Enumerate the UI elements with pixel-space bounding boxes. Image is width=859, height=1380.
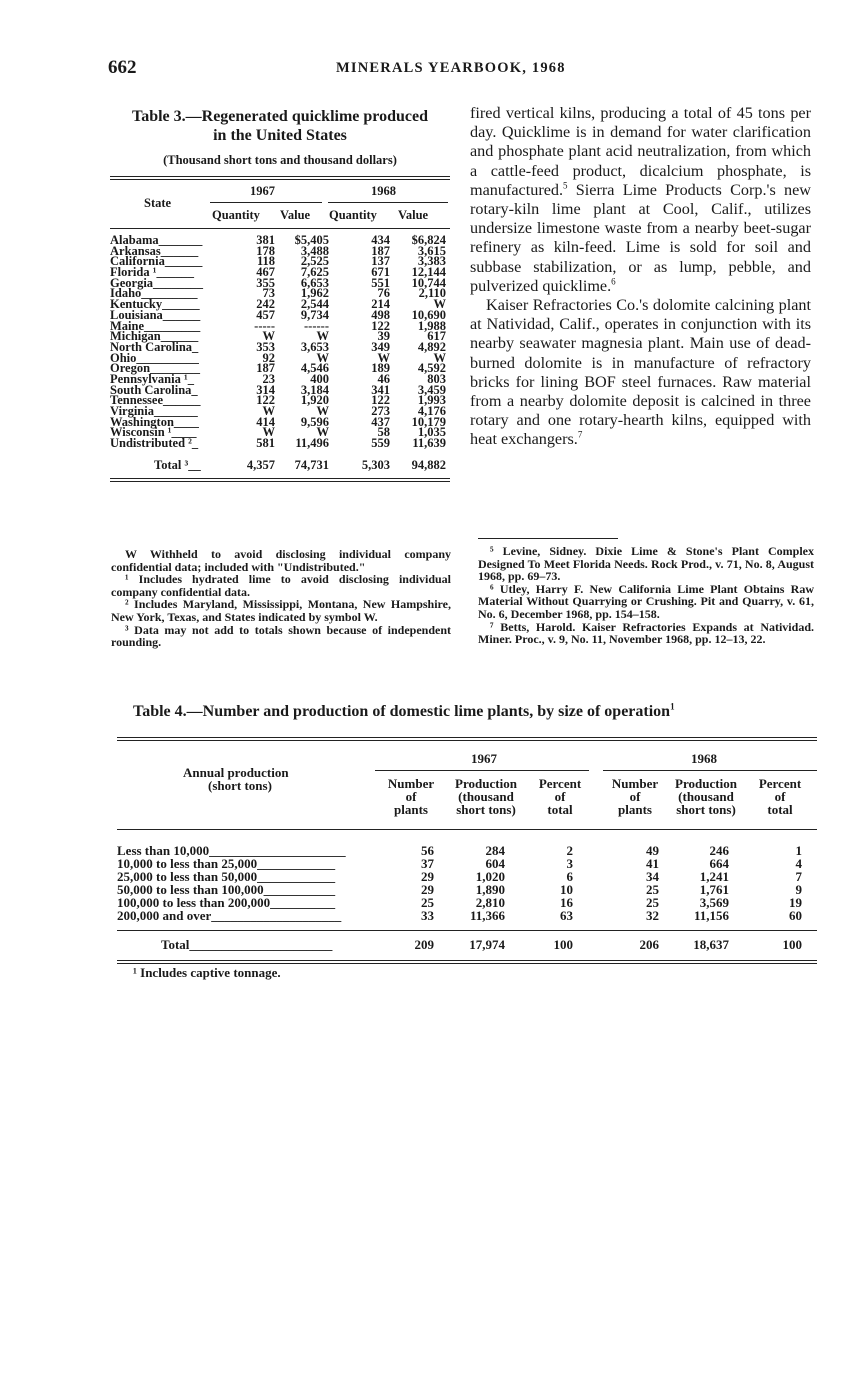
table3-cell-q68: 273 [371,404,390,418]
table3-cell-v68: 803 [427,371,446,386]
footnote-separator [478,538,618,539]
table4-1968-rule [603,770,817,771]
table3-cell-v67: 2,544 [300,297,329,312]
table3-cell-v68: 4,892 [417,339,446,354]
table4-cell-p68: 246 [709,843,729,858]
body-text [470,104,811,450]
table3-cell-q68: 46 [377,371,390,386]
footnote-ref-6: 6 [611,276,616,287]
table4-cell-n68: 49 [646,843,659,858]
table3-cell-v68: 2,110 [418,286,446,301]
table3-total-q68: 5,303 [361,457,390,472]
header-line: (thousand [678,789,734,804]
header-line: of [774,789,786,804]
table3-header-value-1967: Value [280,208,311,222]
header-line: of [629,789,641,804]
table4-cell-pc68: 19 [789,895,802,910]
table3-cell-v68: 3,383 [417,254,446,269]
table3-cell-v67: 3,488 [300,243,329,258]
table3-cell-q67: 118 [256,254,275,269]
table3-cell-v67: W [316,329,329,344]
table3-cell-q67: 92 [262,350,275,365]
table3-cell-state: Pennsylvania ¹_ [110,371,194,386]
table3-header-rule [110,228,450,229]
table4-header-col1-line2: (short tons) [208,778,272,793]
table4 [117,737,817,964]
table4-cell-pc68: 4 [795,856,802,871]
table4-cell-n68: 34 [646,869,659,884]
table3-cell-v67: 7,625 [300,265,329,280]
table3-cell-q67: 242 [256,297,275,312]
table3-cell-v68: 1,988 [417,318,446,333]
table4-cell-n68: 25 [646,882,659,897]
table4-total-pc68: 100 [782,937,802,952]
table3-footnote: ³ Data may not add to totals shown because of independent rounding. [111,622,451,650]
table4-cell-p67: 11,366 [469,908,505,923]
text-footnotes [478,545,814,646]
header-line: Number [611,776,659,791]
table3-cell-v67: 4,546 [300,361,329,376]
table3-cell-v67: 9,596 [300,414,329,429]
table4-total-n68: 206 [639,937,659,952]
table4-header-production-1968 [667,777,745,816]
table4-cell-pc68: 7 [795,869,802,884]
table3-cell-v67: 1,962 [300,286,329,301]
table4-total-label: Total______________________ [161,937,333,952]
table3-cell-v68: 3,459 [417,382,446,397]
table4-header-percent-1968 [751,777,809,816]
table3-cell-v68: W [433,350,446,365]
table4-cell-n68: 41 [646,856,659,871]
table3-cell-q68: 671 [371,265,390,280]
paragraph-2-text: Kaiser Refractories Co.'s dolomite calcining plant at Natividad, Calif., operates in conjunction with its nearby seawater magnesia plant. Main use of dead-burned dolomite is in manufacture of refractory bricks for lining BOF steel furnaces. Raw material from a nearby dolomite deposit is calcined in three rotary and one rotary-hearth kilns, equipped with heat exchangers. [470,296,811,449]
table4-header-production-1967 [447,777,525,816]
table3-cell-q68: 137 [371,254,390,269]
table4-cell-pc68: 60 [789,908,802,923]
table3-total-label: Total ³__ [154,457,201,472]
footnote-ref-5: 5 [563,180,568,191]
table3-cell-state: North Carolina_ [110,339,199,354]
table3-cell-v67: ------ [304,318,329,333]
table4-cell-p68: 1,241 [699,869,729,884]
table4-cell-pc67: 10 [560,882,573,897]
table3-title-line2: in the United States [213,127,347,144]
table3-cell-q67: 122 [256,393,275,408]
table4-cell-label: Less than 10,000_____________________ [117,843,346,858]
table3-cell-q68: 214 [371,297,390,312]
table3-cell-v67: W [316,350,329,365]
table3-cell-q68: 498 [371,307,390,322]
table3-header-1968: 1968 [371,184,396,198]
table3-cell-v67: 6,653 [300,275,329,290]
table3-total-v67: 74,731 [294,457,329,472]
table3-cell-q67: 353 [256,339,275,354]
table3-cell-q68: 551 [371,275,390,290]
table3-header-1967: 1967 [250,184,275,198]
paragraph-1 [470,104,811,296]
table3-cell-state: California______ [110,254,203,269]
table3-cell-q68: 122 [371,393,390,408]
table3-cell-state: Oregon________ [110,361,201,376]
table4-total-row [117,937,817,950]
text-footnote: ⁷ Betts, Harold. Kaiser Refractories Expands at Natividad. Miner. Proc., v. 9, No. 11, November 1968, pp. 12–13, 22. [478,619,814,647]
table4-cell-n67: 29 [421,882,434,897]
table3-cell-state: Georgia________ [110,275,204,290]
table3-cell-v68: $6,824 [411,233,446,247]
table3-cell-q67: 414 [256,414,275,429]
paragraph-1-part-b: Sierra Lime Products Corp.'s new rotary-kiln lime plant at Cool, Calif., utilizes undersize limestone waste from a nearby beet-sugar refinery as kiln-feed. Lime is sold for soil and subbase stabilization, or as lump, pebble, and pulverized quicklime. [470,180,811,295]
table3-cell-q68: 434 [371,233,390,247]
table3-row [110,438,450,449]
table4-cell-n67: 37 [421,856,434,871]
table4-cell-n67: 25 [421,895,434,910]
table3-total-row [110,458,450,472]
table4-title [133,703,675,721]
table3-title-line1: Table 3.—Regenerated quicklime produced [131,108,428,125]
table3-cell-q67: 457 [256,307,275,322]
table4-body [117,844,817,922]
text-footnote: ⁵ Levine, Sidney. Dixie Lime & Stone's Plant Complex Designed To Meet Florida Needs. Rock Prod., v. 71, No. 8, August 1968, pp. 69–73. [478,544,814,584]
table3-cell-v67: 9,734 [300,307,329,322]
table4-cell-p67: 284 [485,843,505,858]
table3-cell-v67: $5,405 [294,233,329,247]
table3-cell-q68: 39 [377,329,390,344]
page-number: 662 [108,57,137,78]
table3-cell-q68: 76 [377,286,390,301]
table3-cell-state: Virginia_______ [110,404,198,418]
table3-cell-v67: W [316,404,329,418]
table4-1967-rule [375,770,589,771]
table4-cell-label: 25,000 to less than 50,000____________ [117,869,336,884]
paragraph-2 [470,296,811,450]
table3-cell-v68: 1,993 [417,393,446,408]
header-line: short tons) [456,802,516,817]
table3-cell-state: Arkansas______ [110,243,199,258]
table4-cell-label: 200,000 and over____________________ [117,908,342,923]
header-line: of [405,789,417,804]
table3-header-quantity-1967: Quantity [212,208,260,222]
table3-cell-state: Alabama_______ [110,233,203,247]
table3-cell-v68: 1,035 [417,425,446,440]
header-line: Percent [758,776,802,791]
table3-cell-q67: 355 [256,275,275,290]
table4-cell-pc68: 1 [795,843,802,858]
table3-subtitle: (Thousand short tons and thousand dollars) [163,153,397,167]
table4-total-p68: 18,637 [693,937,729,952]
table4-cell-p67: 604 [485,856,505,871]
table3-footnotes [111,548,451,649]
table4-cell-pc68: 9 [795,882,802,897]
table3-cell-state: Tennessee______ [110,393,201,408]
table3-cell-v67: W [316,425,329,440]
table3-cell-q67: 178 [256,243,275,258]
table3-cell-state: Wisconsin ¹____ [110,425,197,440]
table3-cell-q67: 467 [256,265,275,280]
paragraph-1-part-a: fired vertical kilns, producing a total of 45 tons per day. Quicklime is in demand for water clarification and phosphate plant acid neutralization, from which a cattle-feed product, dicalcium phosphate, is manufactured. [470,104,811,199]
table4-cell-pc67: 2 [566,843,573,858]
header-line: total [547,802,573,817]
table3-cell-v68: 10,179 [411,414,446,429]
table3-cell-state: Louisiana______ [110,307,201,322]
header-line: of [554,789,566,804]
header-line: Production [675,776,737,791]
table3-bottom-rule [110,478,450,482]
table3-cell-v67: 2,525 [300,254,329,269]
table4-cell-p67: 1,890 [475,882,505,897]
header-line: (thousand [458,789,514,804]
table4-header-number-1967 [381,777,441,816]
table3-footnote: ¹ Includes hydrated lime to avoid disclosing individual company confidential data. [111,572,451,599]
table3-cell-q68: 122 [371,318,390,333]
table3-cell-v68: W [433,297,446,312]
running-title: MINERALS YEARBOOK, 1968 [336,60,566,76]
table3-cell-q68: 341 [371,382,390,397]
table4-row [117,909,817,922]
table3 [110,107,450,482]
table4-header [117,741,817,829]
table3-cell-q68: 189 [371,361,390,376]
table3-cell-state: Ohio__________ [110,350,199,365]
header-line: plants [618,802,652,817]
table4-header-percent-1967 [531,777,589,816]
header-line: short tons) [676,802,736,817]
table3-footnote: ² Includes Maryland, Mississippi, Montana, New Hampshire, New York, Texas, and States indicated by symbol W. [111,597,451,624]
table4-cell-label: 100,000 to less than 200,000__________ [117,895,336,910]
table3-cell-q68: W [377,350,390,365]
table3-cell-q67: 73 [262,286,275,301]
table3-cell-state: Undistributed ²_ [110,436,199,451]
table4-cell-n68: 32 [646,908,659,923]
table3-total-v68: 94,882 [411,457,446,472]
table4-title-footnote-ref: 1 [670,701,675,712]
table3-cell-q67: 314 [256,382,275,397]
table4-total-rule [117,930,817,931]
table3-header-quantity-1968: Quantity [329,208,377,222]
table4-cell-p68: 1,761 [699,882,729,897]
table3-header [110,180,450,228]
table3-cell-v67: 3,184 [300,382,329,397]
table3-total-q67: 4,357 [246,457,275,472]
table3-cell-q68: 349 [371,339,390,354]
table3-cell-q67: 23 [262,371,275,386]
table4-header-1968: 1968 [691,751,717,766]
table3-cell-v68: 3,615 [417,243,446,258]
table3-1968-rule [328,202,448,203]
table4-cell-n67: 29 [421,869,434,884]
table3-cell-v68: 10,744 [411,275,446,290]
table3-cell-q67: 187 [256,361,275,376]
table3-cell-q67: W [262,404,275,418]
table3-cell-q67: ----- [254,318,275,333]
table3-cell-v68: 617 [427,329,446,344]
table3-cell-state: Kentucky______ [110,297,200,312]
table4-cell-n67: 33 [421,908,434,923]
table3-title [110,107,450,145]
table4-cell-label: 10,000 to less than 25,000____________ [117,856,336,871]
footnote-ref-7: 7 [577,430,583,441]
table4-title-text: Table 4.—Number and production of domestic lime plants, by size of operation [133,703,671,720]
table4-cell-pc67: 3 [566,856,573,871]
table3-cell-q67: W [262,329,275,344]
table4-cell-p68: 3,569 [699,895,729,910]
table3-cell-state: Washington____ [110,414,199,429]
table3-cell-state: Michigan______ [110,329,199,344]
table4-header-1967: 1967 [471,751,497,766]
table4-cell-n67: 56 [421,843,434,858]
table3-cell-q68: 559 [371,436,390,451]
table4-footnote: ¹ Includes captive tonnage. [133,965,281,980]
table3-1967-rule [210,202,322,203]
table4-cell-label: 50,000 to less than 100,000___________ [117,882,336,897]
table4-header-rule [117,829,817,830]
table3-cell-q68: 58 [377,425,390,440]
table4-total-p67: 17,974 [469,937,505,952]
table3-cell-state: South Carolina_ [110,382,198,397]
table4-cell-p67: 2,810 [475,895,505,910]
table3-cell-state: Idaho_________ [110,286,198,301]
table3-cell-q67: 381 [256,233,275,247]
table3-cell-state: Florida ¹______ [110,265,194,280]
table4-total-pc67: 100 [553,937,573,952]
table3-cell-v67: 400 [310,371,329,386]
table4-cell-n68: 25 [646,895,659,910]
table3-cell-v68: 10,690 [411,307,446,322]
header-line: Number [387,776,435,791]
table3-cell-v67: 3,653 [300,339,329,354]
table3-cell-state: Maine_________ [110,318,201,333]
table4-cell-p67: 1,020 [475,869,505,884]
table3-cell-v68: 4,592 [417,361,446,376]
table3-cell-v67: 1,920 [300,393,329,408]
table4-header-number-1968 [605,777,665,816]
table3-cell-q68: 187 [371,243,390,258]
header-line: Production [455,776,517,791]
table3-cell-q67: W [262,425,275,440]
table3-cell-v68: 11,639 [412,436,446,451]
table3-cell-v68: 4,176 [417,404,446,418]
table3-cell-q68: 437 [371,414,390,429]
header-line: total [767,802,793,817]
table3-header-state: State [144,196,172,210]
table4-cell-pc67: 63 [560,908,573,923]
table3-cell-v67: 11,496 [295,436,329,451]
table4-cell-pc67: 16 [560,895,573,910]
table4-cell-p68: 11,156 [693,908,729,923]
table3-cell-q67: 581 [256,436,275,451]
table4-bottom-rule [117,960,817,964]
table4-total-n67: 209 [414,937,434,952]
table3-footnote: W Withheld to avoid disclosing individual company confidential data; included with "Undistributed." [111,547,451,574]
table3-body [110,235,450,449]
table3-cell-v68: 12,144 [411,265,446,280]
table4-cell-pc67: 6 [566,869,573,884]
header-line: plants [394,802,428,817]
header-line: Percent [538,776,582,791]
text-footnote: ⁶ Utley, Harry F. New California Lime Plant Obtains Raw Material Without Quarrying or Crushing. Pit and Quarry, v. 61, No. 6, December 1968, pp. 154–158. [478,581,814,621]
table4-header-col1-line1: Annual production [183,765,289,780]
table4-cell-p68: 664 [709,856,729,871]
table3-header-value-1968: Value [398,208,429,222]
